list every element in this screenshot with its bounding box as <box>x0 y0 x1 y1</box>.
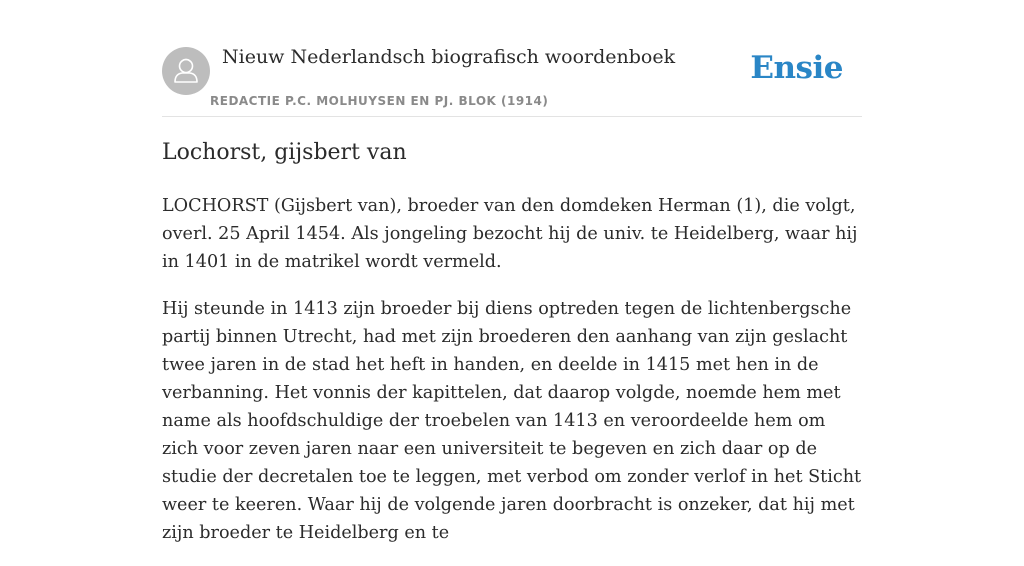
user-avatar-icon[interactable] <box>162 47 210 95</box>
entry-title: Lochorst, gijsbert van <box>162 140 407 165</box>
entry-content <box>162 192 867 566</box>
entry-paragraph: LOCHORST (Gijsbert van), broeder van den domdeken Herman (1), die volgt, overl. 25 April 1454. Als jongeling bezocht hij de univ. te Heidelberg, waar hij in 1401 in de matrikel wordt vermeld. <box>162 196 858 272</box>
entry-paragraph: Hij steunde in 1413 zijn broeder bij diens optreden tegen de lichtenbergsche partij binnen Utrecht, had met zijn broederen den aanhang van zijn geslacht twee jaren in de stad het heft in handen, en deelde in 1415 met hen in de verbanning. Het vonnis der kapittelen, dat daarop volgde, noemde hem met name als hoofdschuldige der troebelen van 1413 en veroordeelde hem om zich voor zeven jaren naar een universiteit te begeven en zich daar op de studie der decretalen toe te leggen, met verbod om zonder verlof in het Sticht weer te keeren. Waar hij de volgende jaren doorbracht is onzeker, dat hij met zijn broeder te Heidelberg en te <box>162 299 862 543</box>
book-title[interactable]: Nieuw Nederlandsch biografisch woordenboek <box>222 46 676 68</box>
ensie-logo[interactable]: Ensie <box>750 50 843 86</box>
book-editors: REDACTIE P.C. MOLHUYSEN EN PJ. BLOK (1914) <box>210 94 549 108</box>
header <box>162 40 862 117</box>
